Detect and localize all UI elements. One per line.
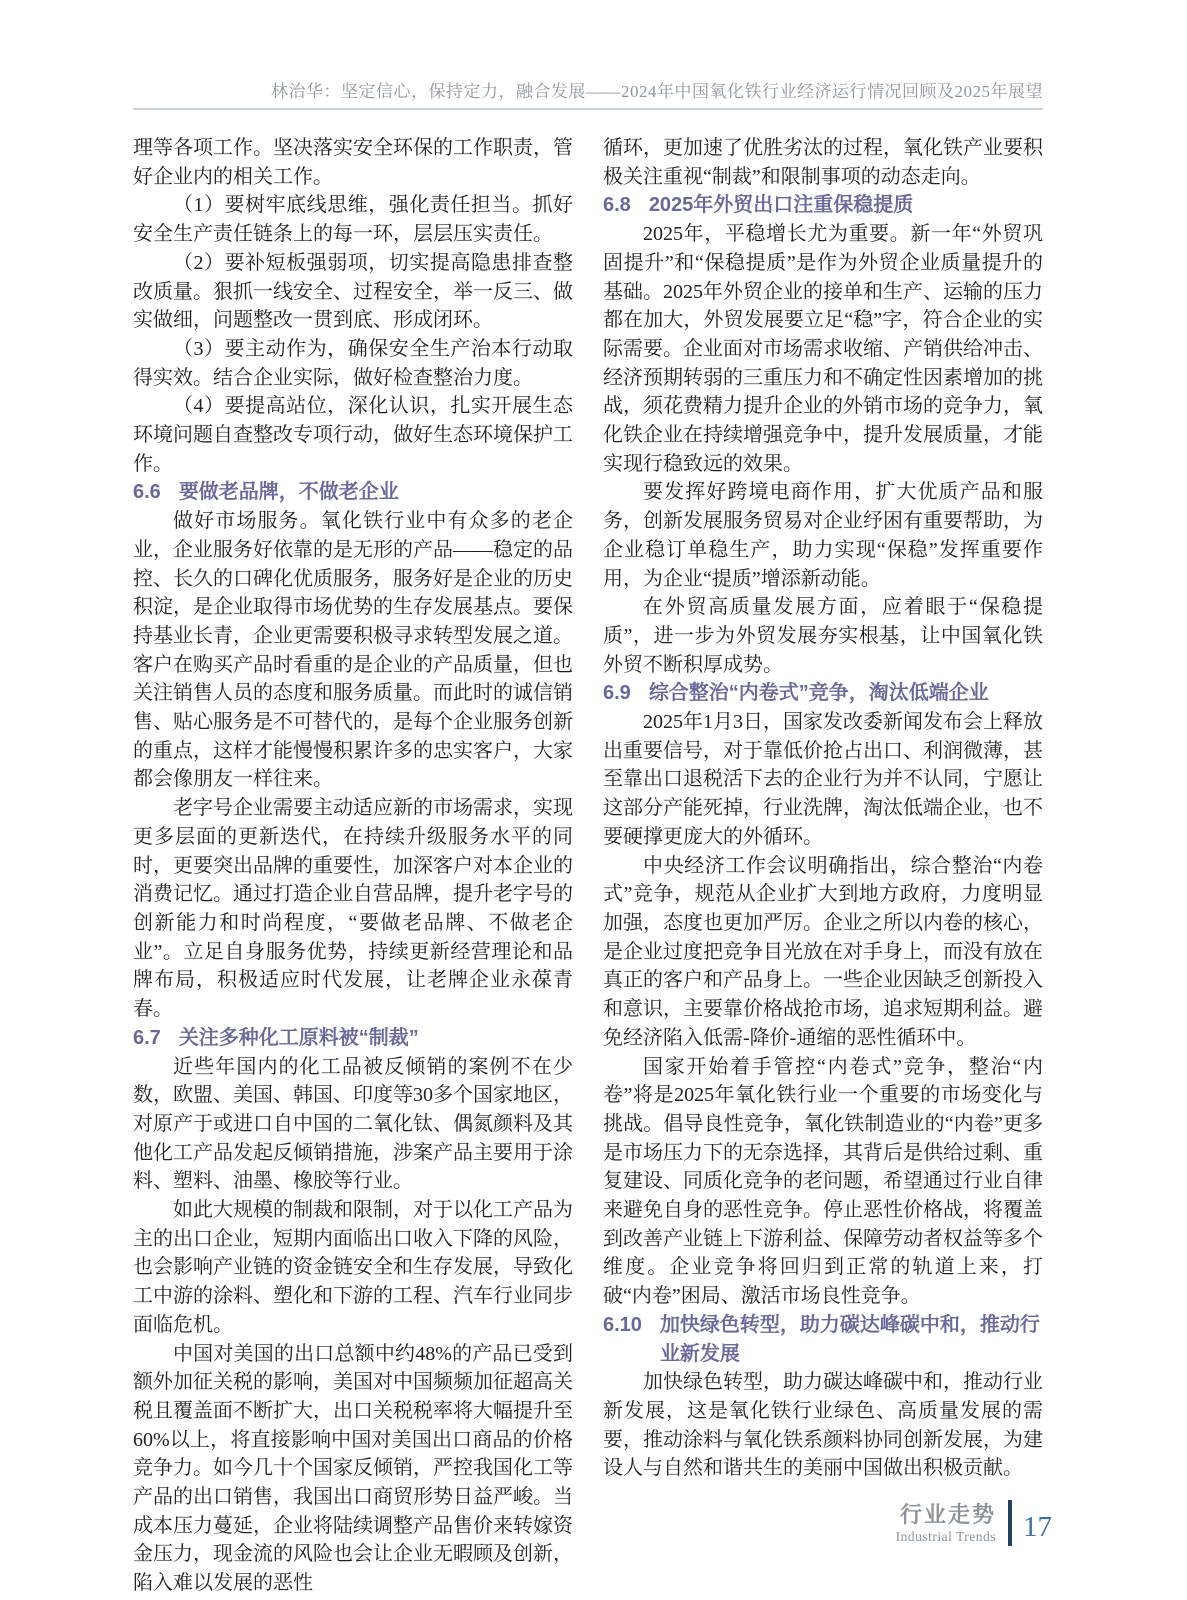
- right-column: [603, 134, 1043, 1598]
- footer-section-subtitle: Industrial Trends: [895, 1528, 996, 1544]
- article-body: [133, 134, 1043, 1598]
- paragraph: 近些年国内的化工品被反倾销的案例不在少数，欧盟、美国、韩国、印度等30多个国家地区，对原产于或进口自中国的二氧化钛、偶氮颜料及其他化工产品发起反倾销措施，涉案产品主要用于涂料、塑料、油墨、橡胶等行业。: [133, 1055, 573, 1193]
- paragraph: 循环，更加速了优胜劣汰的过程，氧化铁产业要积极关注重视“制裁”和限制事项的动态走向。: [603, 137, 1043, 188]
- section-number: 6.6: [133, 481, 161, 504]
- paragraph: 做好市场服务。氧化铁行业中有众多的老企业，企业服务好依靠的是无形的产品——稳定的品控、长久的口碑化优质服务，服务好是企业的历史积淀，是企业取得市场优势的生存发展基点。要保持基业长青，企业更需要积极寻求转型发展之道。客户在购买产品时看重的是企业的产品质量，但也关注销售人员的态度和服务质量。而此时的诚信销售、贴心服务是不可替代的，是每个企业服务创新的重点，这样才能慢慢积累许多的忠实客户，大家都会像朋友一样往来。: [133, 510, 573, 791]
- paragraph: 中央经济工作会议明确指出，综合整治“内卷式”竞争，规范从企业扩大到地方政府，力度明显加强，态度也更加严厉。企业之所以内卷的核心，是企业过度把竞争目光放在对手身上，而没有放在真正的客户和产品身上。一些企业因缺乏创新投入和意识，主要靠价格战抢市场，追求短期利益。避免经济陷入低需-降价-通缩的恶性循环中。: [603, 854, 1043, 1049]
- section-number: 6.7: [133, 1026, 161, 1049]
- section-title: 综合整治“内卷式”竞争，淘汰低端企业: [648, 682, 989, 705]
- section-number: 6.9: [603, 682, 631, 705]
- section-title: 要做老品牌，不做老企业: [178, 481, 399, 504]
- footer-divider-bar: [1008, 1500, 1012, 1546]
- section-title: 关注多种化工原料被“制裁”: [178, 1026, 419, 1049]
- paragraph: 要发挥好跨境电商作用，扩大优质产品和服务，创新发展服务贸易对企业纾困有重要帮助，为企业稳订单稳生产，助力实现“保稳”发挥重要作用，为企业“提质”增添新动能。: [603, 481, 1043, 590]
- paragraph: 2025年1月3日，国家发改委新闻发布会上释放出重要信号，对于靠低价抢占出口、利润微薄，甚至靠出口退税活下去的企业行为并不认同，宁愿让这部分产能死掉，行业洗牌，淘汰低端企业，也不要硬撑更庞大的外循环。: [603, 711, 1043, 848]
- paragraph: （4）要提高站位，深化认识，扎实开展生态环境问题自查整改专项行动，做好生态环境保护工作。: [133, 395, 573, 475]
- paragraph: 在外贸高质量发展方面，应着眼于“保稳提质”，进一步为外贸发展夯实根基，让中国氧化铁外贸不断积厚成势。: [603, 596, 1043, 676]
- left-column: [133, 134, 573, 1598]
- section-heading-6-8: [603, 191, 1043, 220]
- paragraph: 理等各项工作。坚决落实安全环保的工作职责，管好企业内的相关工作。: [133, 137, 573, 188]
- section-heading-6-6: [133, 478, 573, 507]
- paragraph: （1）要树牢底线思维，强化责任担当。抓好安全生产责任链条上的每一环，层层压实责任。: [133, 194, 573, 246]
- page-number: 17: [1023, 1510, 1052, 1543]
- header-rule: [133, 108, 1043, 110]
- paragraph: 如此大规模的制裁和限制，对于以化工产品为主的出口企业，短期内面临出口收入下降的风险，也会影响产业链的资金链安全和生存发展，导致化工中游的涂料、塑化和下游的工程、汽车行业同步面临危机。: [133, 1199, 573, 1336]
- section-heading-6-9: [603, 679, 1043, 708]
- paragraph: （2）要补短板强弱项，切实提高隐患排查整改质量。狠抓一线安全、过程安全，举一反三、做实做细，问题整改一贯到底、形成闭环。: [133, 251, 573, 332]
- footer-section-title: 行业走势: [899, 1501, 996, 1527]
- section-heading-6-7: [133, 1024, 573, 1053]
- paragraph: 中国对美国的出口总额中约48%的产品已受到额外加征关税的影响，美国对中国频频加征超高关税且覆盖面不断扩大，出口关税税率将大幅提升至60%以上，将直接影响中国对美国出口商品的价格竞争力。如今几十个国家反倾销，严控我国化工等产品的出口销售，我国出口商贸形势日益严峻。当成本压力蔓延，企业将陆续调整产品售价来转嫁资金压力，现金流的风险也会让企业无暇顾及创新，陷入难以发展的恶性: [133, 1342, 573, 1595]
- section-number: 6.10: [603, 1313, 642, 1336]
- footer-section-label: [896, 1502, 996, 1545]
- page-footer: [896, 1500, 1052, 1546]
- paragraph: 加快绿色转型，助力碳达峰碳中和，推动行业新发展，这是氧化铁行业绿色、高质量发展的需要，推动涂料与氧化铁系颜料协同创新发展，为建设人与自然和谐共生的美丽中国做出积极贡献。: [603, 1371, 1043, 1480]
- section-number: 6.8: [603, 194, 631, 217]
- running-title: 林治华：坚定信心，保持定力，融合发展——2024年中国氧化铁行业经济运行情况回顾及2025年展望: [271, 82, 1043, 101]
- page-header: [133, 82, 1043, 110]
- paragraph: 老字号企业需要主动适应新的市场需求，实现更多层面的更新迭代，在持续升级服务水平的同时，更要突出品牌的重要性，加深客户对本企业的消费记忆。通过打造企业自营品牌，提升老字号的创新能力和时尚程度，“要做老品牌、不做老企业”。立足自身服务优势，持续更新经营理论和品牌布局，积极适应时代发展，让老牌企业永葆青春。: [133, 797, 573, 1021]
- section-heading-6-10: [603, 1311, 1043, 1368]
- content-area: [133, 82, 1043, 1598]
- paragraph: （3）要主动作为，确保安全生产治本行动取得实效。结合企业实际，做好检查整治力度。: [133, 337, 573, 389]
- section-title: 加快绿色转型，助力碳达峰碳中和，推动行业新发展: [659, 1313, 1040, 1365]
- section-title: 2025年外贸出口注重保稳提质: [648, 194, 914, 217]
- paragraph: 国家开始着手管控“内卷式”竞争，整治“内卷”将是2025年氧化铁行业一个重要的市场变化与挑战。倡导良性竞争，氧化铁制造业的“内卷”更多是市场压力下的无奈选择，其背后是供给过剩、重复建设、同质化竞争的老问题，希望通过行业自律来避免自身的恶性竞争。停止恶性价格战，将覆盖到改善产业链上下游利益、保障劳动者权益等多个维度。企业竞争将回归到正常的轨道上来，打破“内卷”困局、激活市场良性竞争。: [603, 1055, 1043, 1308]
- paragraph: 2025年，平稳增长尤为重要。新一年“外贸巩固提升”和“保稳提质”是作为外贸企业质量提升的基础。2025年外贸企业的接单和生产、运输的压力都在加大，外贸发展要立足“稳”字，符合企业的实际需要。企业面对市场需求收缩、产销供给冲击、经济预期转弱的三重压力和不确定性因素增加的挑战，须花费精力提升企业的外销市场的竞争力，氧化铁企业在持续增强竞争中，提升发展质量，才能实现行稳致远的效果。: [603, 223, 1043, 475]
